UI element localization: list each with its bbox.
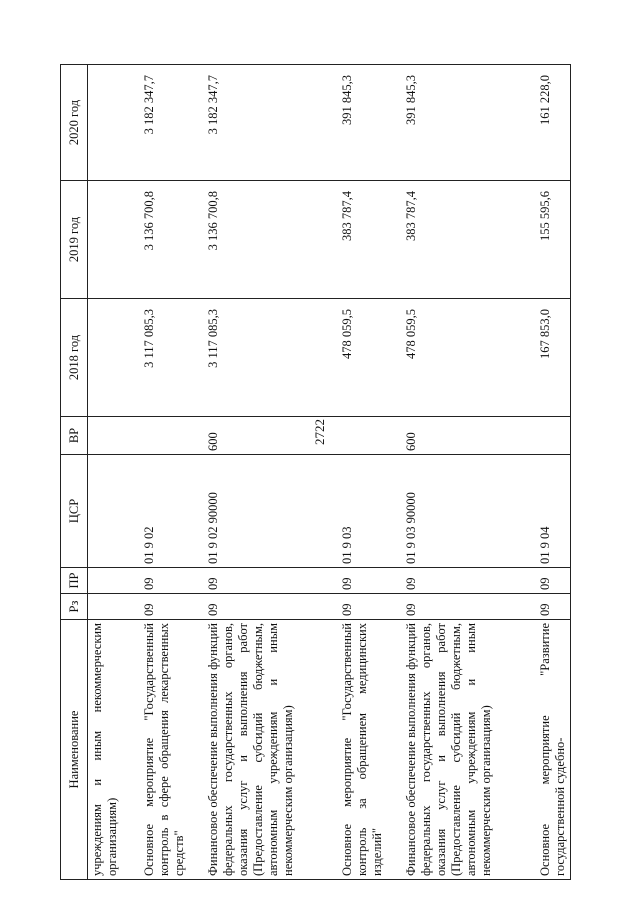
cell-2020: [88, 65, 141, 181]
budget-table: [60, 64, 571, 880]
cell-pr: [88, 568, 141, 594]
table-row: [140, 65, 204, 880]
cell-2019: [88, 181, 141, 299]
cell-pr: 09: [140, 568, 204, 594]
cell-name: учреждениям и иным некоммерческим организациям): [88, 620, 141, 880]
cell-2018: 167 853,0: [536, 299, 571, 417]
cell-rz: 09: [338, 594, 402, 620]
cell-rz: [88, 594, 141, 620]
table-row: [88, 65, 141, 880]
cell-name: Основное мероприятие "Государственный контроль за обращением медицинских изделий": [338, 620, 402, 880]
cell-name: Финансовое обеспечение выполнения функций федеральных государственных органов, оказания услуг и выполнения работ (Предоставление субсидий бюджетным, автономным учреждениям и иным некоммерческим организациям): [402, 620, 536, 880]
cell-vr: [88, 417, 141, 455]
cell-rz: 09: [402, 594, 536, 620]
cell-vr: 600: [204, 417, 338, 455]
cell-2019: 3 136 700,8: [140, 181, 204, 299]
cell-2019: 3 136 700,8: [204, 181, 338, 299]
cell-vr: [338, 417, 402, 455]
cell-csr: 01 9 03 90000: [402, 455, 536, 568]
cell-2018: [88, 299, 141, 417]
header-2018: 2018 год: [61, 299, 88, 417]
cell-2020: 3 182 347,7: [204, 65, 338, 181]
cell-rz: 09: [204, 594, 338, 620]
cell-2018: 3 117 085,3: [140, 299, 204, 417]
cell-csr: 01 9 02: [140, 455, 204, 568]
header-csr: ЦСР: [61, 455, 88, 568]
cell-csr: 01 9 04: [536, 455, 571, 568]
cell-csr: 01 9 03: [338, 455, 402, 568]
cell-name: Финансовое обеспечение выполнения функций федеральных государственных органов, оказания услуг и выполнения работ (Предоставление субсидий бюджетным, автономным учреждениям и иным некоммерческим организациям): [204, 620, 338, 880]
cell-2020: 161 228,0: [536, 65, 571, 181]
table-row: [536, 65, 571, 880]
cell-pr: 09: [536, 568, 571, 594]
header-2019: 2019 год: [61, 181, 88, 299]
cell-2018: 478 059,5: [402, 299, 536, 417]
cell-name: Основное мероприятие "Государственный контроль в сфере обращения лекарственных средств": [140, 620, 204, 880]
table-row: [204, 65, 338, 880]
cell-2019: 155 595,6: [536, 181, 571, 299]
cell-rz: 09: [140, 594, 204, 620]
cell-2018: 478 059,5: [338, 299, 402, 417]
cell-vr: 600: [402, 417, 536, 455]
cell-2019: 383 787,4: [338, 181, 402, 299]
table-row: [402, 65, 536, 880]
table-header-row: [61, 65, 88, 880]
cell-vr: [536, 417, 571, 455]
cell-name: Основное мероприятие "Развитие государственной судебно-: [536, 620, 571, 880]
table-row: [338, 65, 402, 880]
cell-rz: 09: [536, 594, 571, 620]
cell-pr: 09: [338, 568, 402, 594]
header-vr: ВР: [61, 417, 88, 455]
cell-vr: [140, 417, 204, 455]
cell-csr: 01 9 02 90000: [204, 455, 338, 568]
cell-2019: 383 787,4: [402, 181, 536, 299]
cell-csr: [88, 455, 141, 568]
cell-2020: 391 845,3: [338, 65, 402, 181]
header-2020: 2020 год: [61, 65, 88, 181]
cell-2018: 3 117 085,3: [204, 299, 338, 417]
page-number: 2722: [312, 419, 327, 445]
header-rz: Рз: [61, 594, 88, 620]
cell-2020: 391 845,3: [402, 65, 536, 181]
header-pr: ПР: [61, 568, 88, 594]
header-name: Наименование: [61, 620, 88, 880]
cell-pr: 09: [204, 568, 338, 594]
cell-2020: 3 182 347,7: [140, 65, 204, 181]
rotated-table-container: [60, 65, 615, 880]
cell-pr: 09: [402, 568, 536, 594]
